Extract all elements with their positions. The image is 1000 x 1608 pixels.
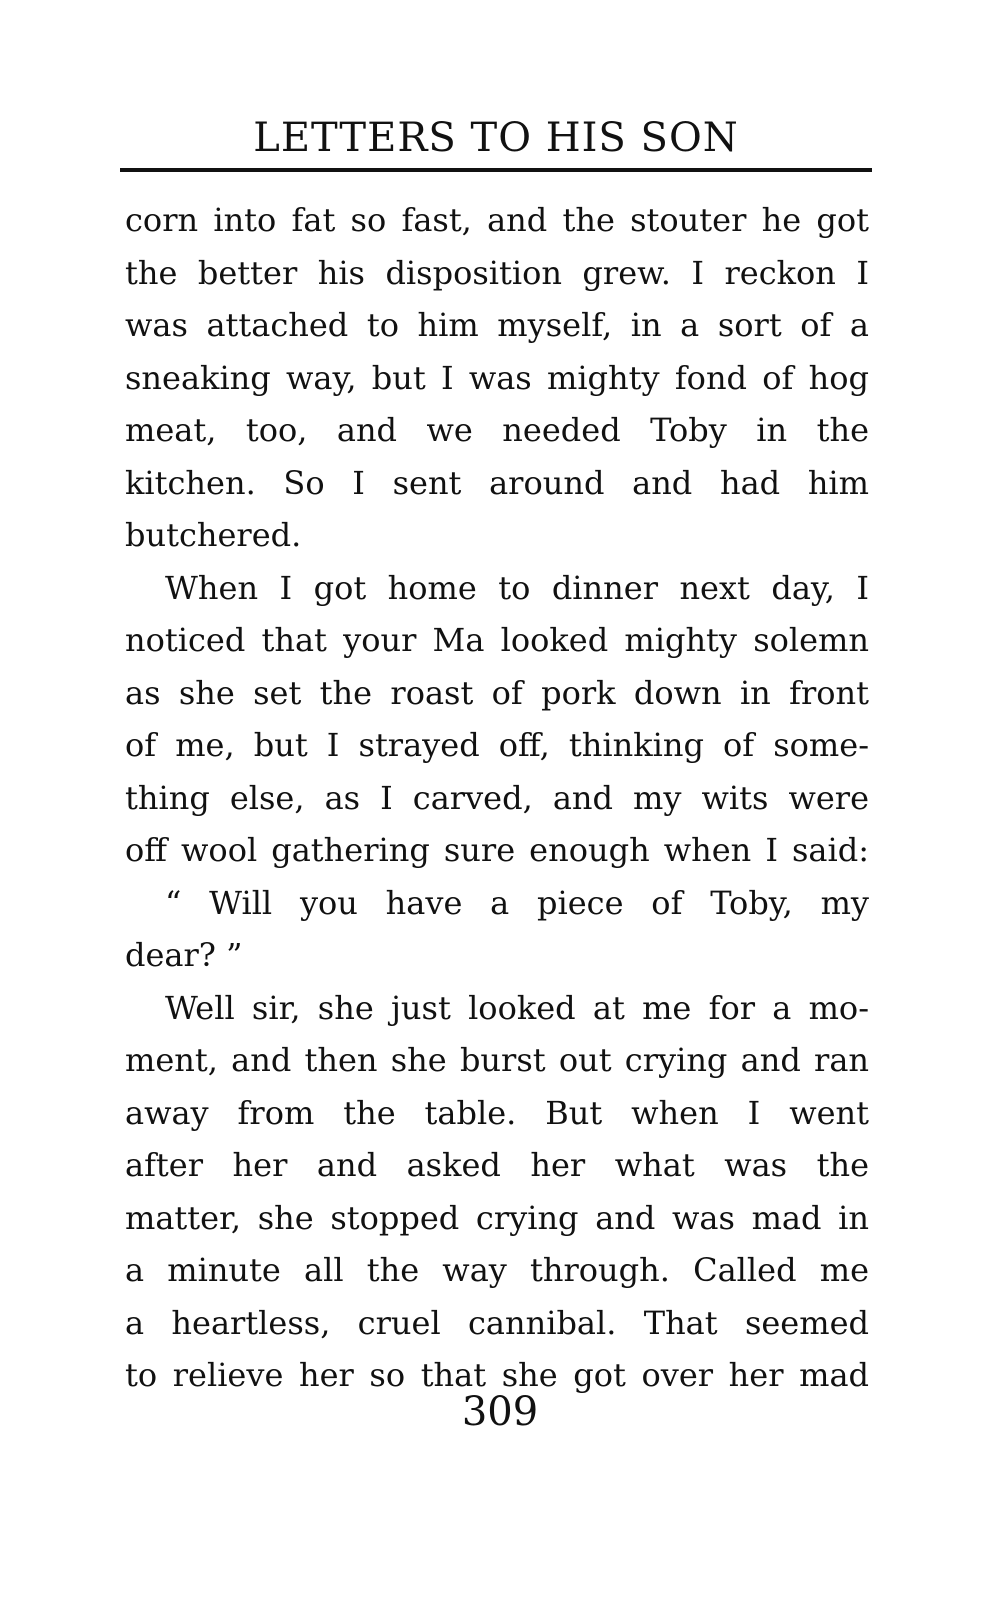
text-line: to relieve her so that she got over her mad (125, 1356, 869, 1394)
text-line: of me, but I strayed off, thinking of some- (125, 726, 869, 764)
paragraph (125, 562, 869, 877)
paragraph (125, 877, 869, 982)
text-line: When I got home to dinner next day, I (165, 568, 869, 607)
running-title: LETTERS TO HIS SON (253, 115, 739, 161)
text-line: the better his disposition grew. I reckon I (125, 253, 869, 292)
text-line: noticed that your Ma looked mighty solemn (125, 621, 869, 659)
paragraph (125, 982, 869, 1402)
text-line: dear? ” (125, 936, 243, 974)
page-number: 309 (461, 1389, 539, 1435)
header-rule (120, 168, 872, 172)
text-line: as she set the roast of pork down in front (125, 673, 869, 712)
text-line: matter, she stopped crying and was mad in (125, 1198, 869, 1237)
text-line: kitchen. So I sent around and had him (125, 463, 869, 502)
text-line: Well sir, she just looked at me for a mo- (165, 988, 869, 1027)
text-line: off wool gathering sure enough when I said: (125, 831, 869, 869)
text-line: meat, too, and we needed Toby in the (125, 411, 869, 449)
text-line: a minute all the way through. Called me (125, 1251, 869, 1289)
text-line: “ Will you have a piece of Toby, my (165, 883, 869, 922)
text-line: corn into fat so fast, and the stouter he got (125, 201, 869, 239)
text-line: thing else, as I carved, and my wits were (125, 778, 869, 817)
text-line: was attached to him myself, in a sort of a (125, 306, 869, 344)
text-line: after her and asked her what was the (125, 1146, 869, 1184)
body-text (125, 194, 869, 1402)
text-line: sneaking way, but I was mighty fond of hog (125, 358, 869, 397)
text-line: butchered. (125, 516, 302, 554)
text-line: away from the table. But when I went (125, 1093, 869, 1132)
paragraph (125, 194, 869, 562)
text-line: ment, and then she burst out crying and ran (125, 1041, 869, 1079)
text-line: a heartless, cruel cannibal. That seemed (125, 1303, 869, 1342)
